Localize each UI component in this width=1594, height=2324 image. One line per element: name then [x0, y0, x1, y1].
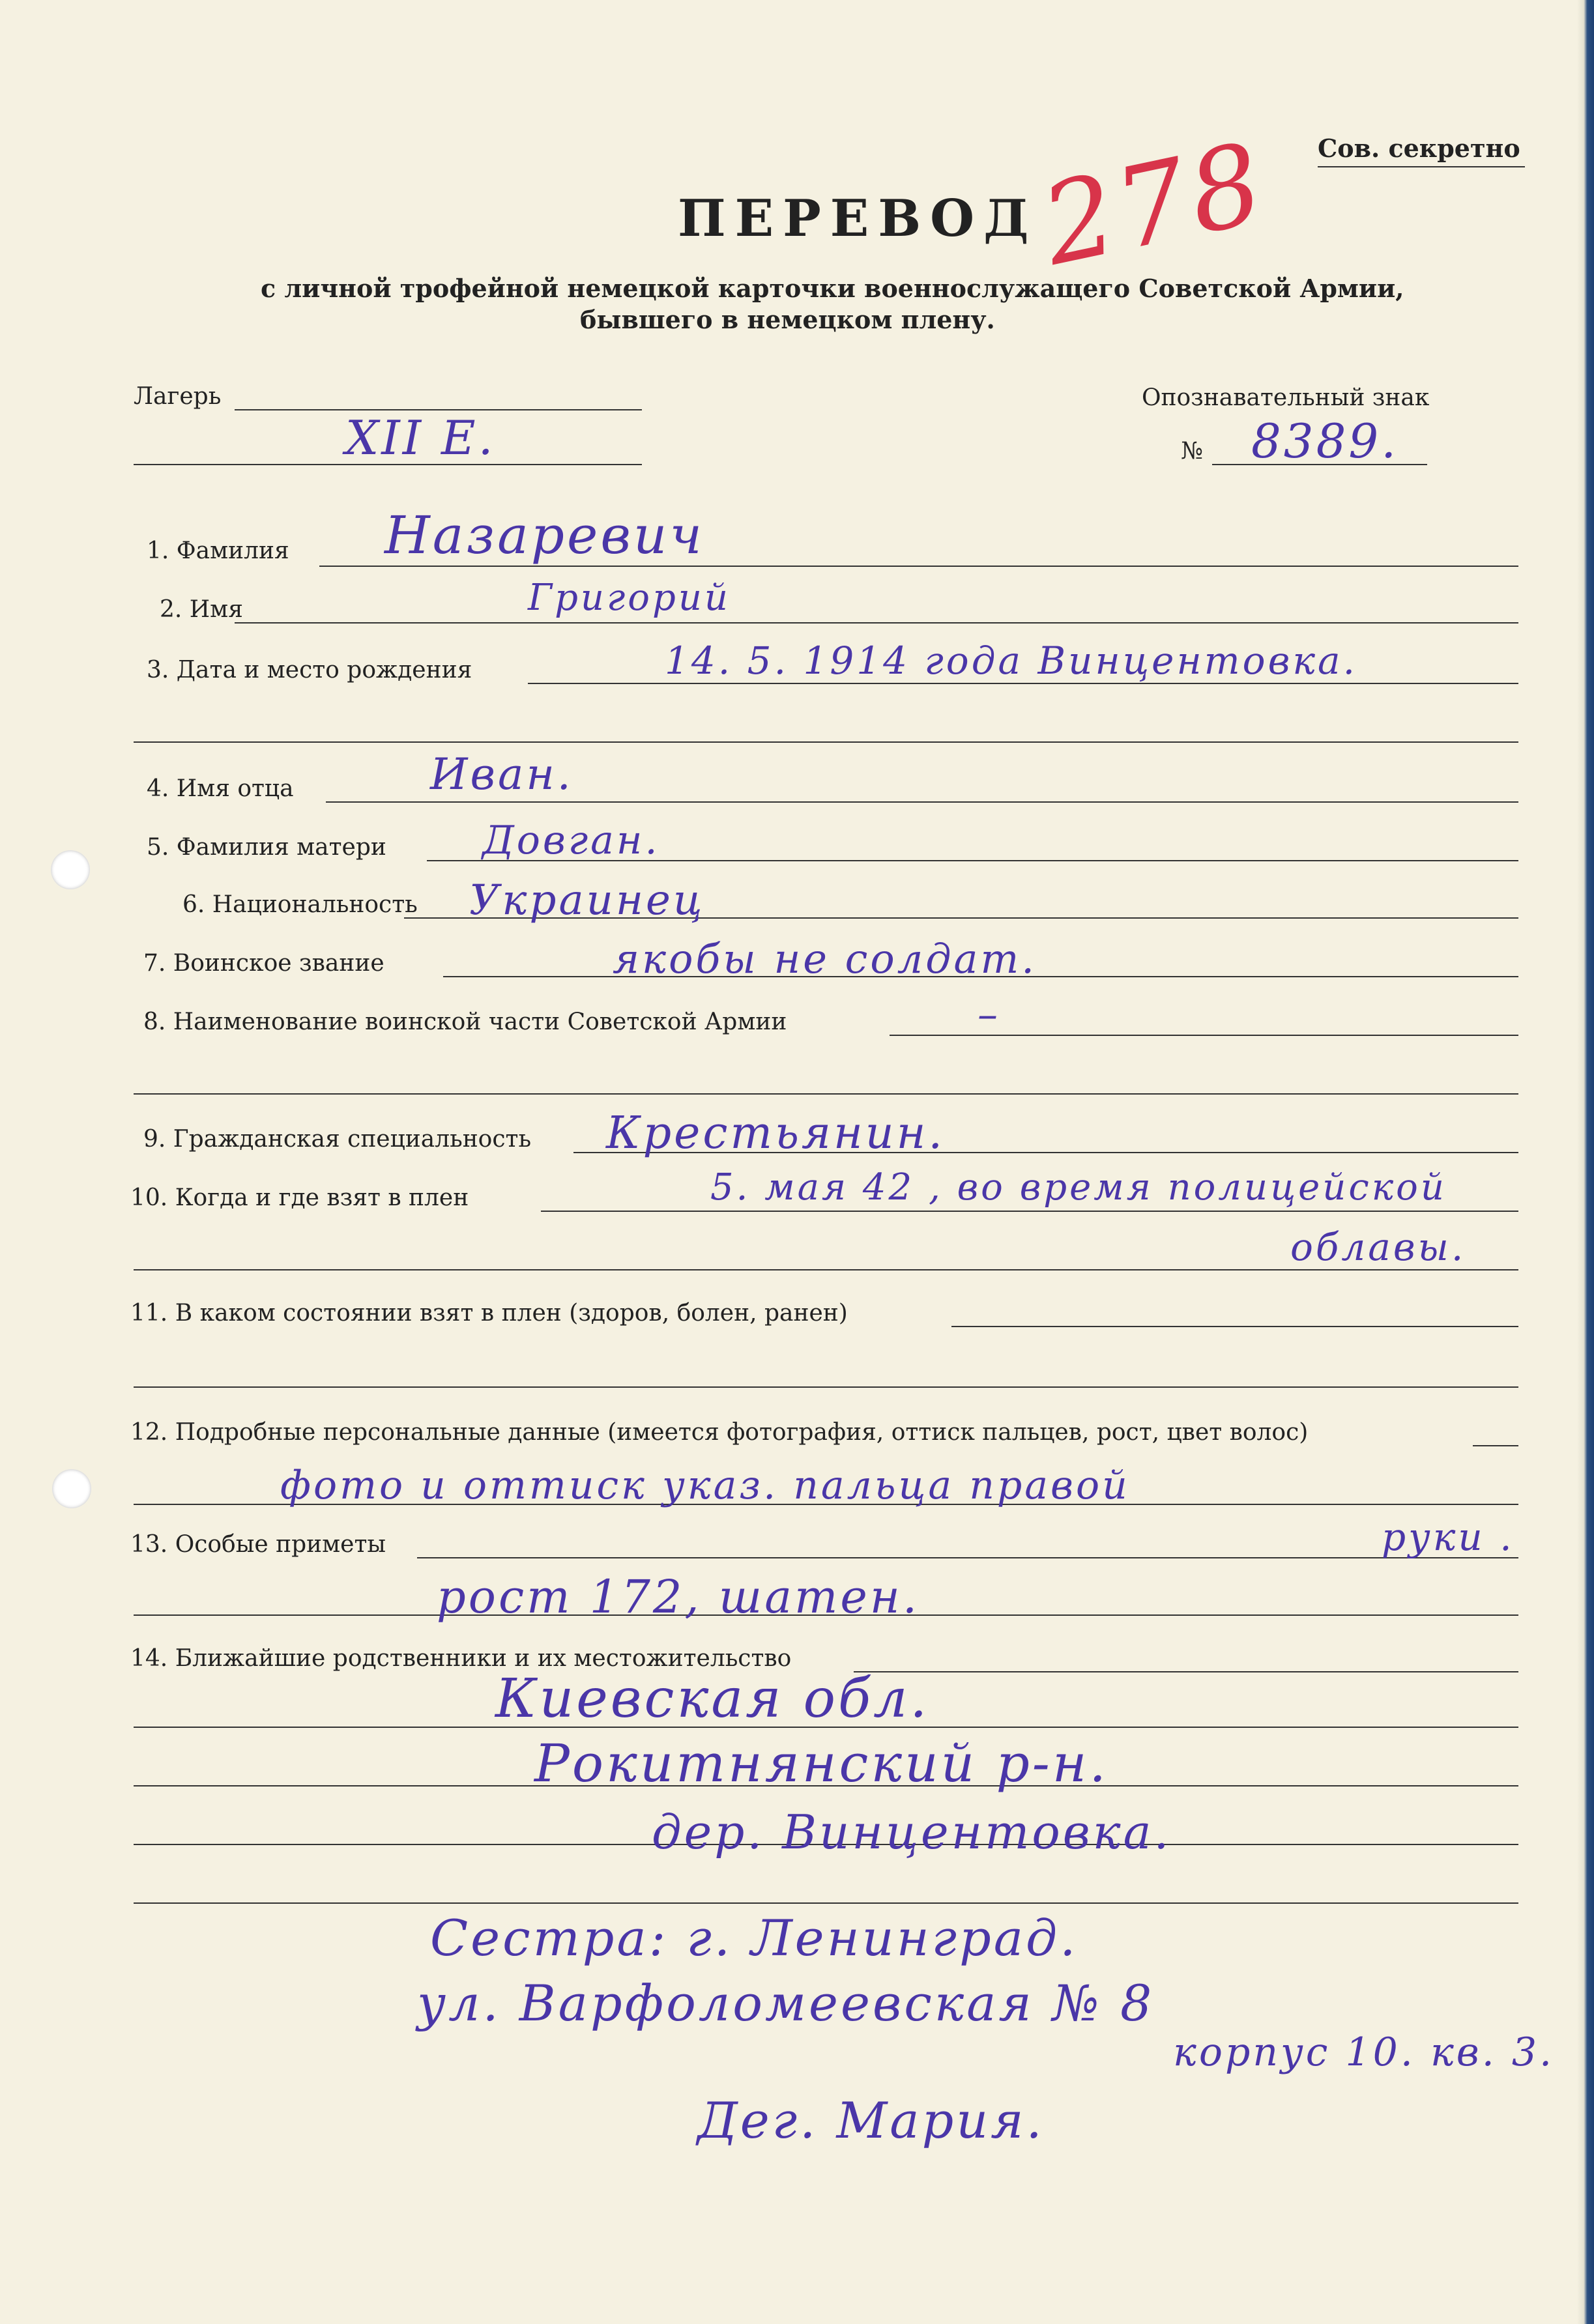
field-6-value: Украинец	[469, 876, 705, 925]
punch-hole-bottom	[52, 1469, 91, 1508]
relatives-line-7: Дег. Мария.	[697, 2091, 1045, 2149]
field-1-line	[319, 566, 1518, 567]
classification-underline	[1318, 166, 1525, 167]
field-13-value-2: рост 172, шатен.	[437, 1570, 920, 1624]
field-12-label: 12. Подробные персональные данные (имеется фотография, оттиск пальцев, рост, цвет волос)	[130, 1419, 1309, 1446]
id-mark-value: 8389.	[1251, 414, 1399, 468]
field-12-value: фото и оттиск указ. пальца правой	[280, 1463, 1130, 1508]
field-3-line	[528, 683, 1518, 684]
field-8-value: –	[978, 990, 1000, 1038]
field-2-label: 2. Имя	[160, 596, 243, 623]
field-14-line	[854, 1671, 1518, 1672]
field-14-label: 14. Ближайшие родственники и их местожительство	[130, 1645, 792, 1672]
field-10-value-2: облавы.	[1290, 1225, 1466, 1269]
relatives-line-6: корпус 10. кв. 3.	[1173, 2030, 1555, 2075]
field-6-label: 6. Национальность	[182, 891, 418, 918]
field-13-label: 13. Особые приметы	[130, 1531, 386, 1558]
classification-label: Сов. секретно	[1318, 134, 1520, 163]
field-5-value: Довган.	[482, 818, 660, 863]
document-subtitle-1: с личной трофейной немецкой карточки военнослужащего Советской Армии,	[261, 274, 1404, 303]
field-10-line	[541, 1211, 1518, 1212]
field-12-line	[1473, 1445, 1518, 1446]
field-4-label: 4. Имя отца	[147, 775, 294, 802]
relatives-line-5: ул. Варфоломеевская № 8	[417, 1974, 1155, 2032]
field-4-value: Иван.	[430, 749, 573, 799]
field-10-value-1: 5. мая 42 , во время полицейской	[710, 1166, 1447, 1209]
relatives-line-4: Сестра: г. Ленинград.	[430, 1909, 1079, 1967]
field-1-label: 1. Фамилия	[147, 538, 289, 564]
field-9-label: 9. Гражданская специальность	[143, 1126, 532, 1153]
id-mark-label: Опознавательный знак	[1142, 384, 1430, 411]
field-10-label: 10. Когда и где взят в плен	[130, 1184, 469, 1211]
field-11-line	[951, 1326, 1518, 1327]
field-4-line	[326, 801, 1518, 803]
field-13-value-right: руки .	[1382, 1515, 1514, 1559]
field-2-value: Григорий	[528, 577, 731, 619]
field-11-line-2	[134, 1386, 1518, 1388]
field-3-line-2	[134, 741, 1518, 743]
field-13-line	[417, 1557, 1518, 1558]
field-10-line-2	[134, 1269, 1518, 1270]
field-11-label: 11. В каком состоянии взят в плен (здоров, болен, ранен)	[130, 1300, 848, 1327]
field-3-value: 14. 5. 1914 года Винцентовка.	[665, 638, 1358, 683]
relatives-line-1: Киевская обл.	[495, 1668, 930, 1730]
id-mark-no-label: №	[1181, 438, 1204, 465]
field-7-value: якобы не солдат.	[613, 935, 1037, 983]
field-8-line-2	[134, 1093, 1518, 1095]
field-14-line-5	[134, 1902, 1518, 1904]
field-2-line	[235, 622, 1518, 624]
field-1-value: Назаревич	[384, 505, 705, 566]
scan-edge	[1577, 0, 1594, 2324]
punch-hole-top	[51, 850, 90, 889]
field-3-label: 3. Дата и место рождения	[147, 657, 472, 683]
field-7-label: 7. Воинское звание	[143, 950, 384, 977]
document-subtitle-2: бывшего в немецком плену.	[580, 305, 995, 334]
camp-label: Лагерь	[134, 383, 222, 410]
relatives-line-3: дер. Винцентовка.	[652, 1805, 1172, 1859]
field-9-value: Крестьянин.	[606, 1108, 945, 1159]
document-title: ПЕРЕВОД	[678, 189, 1038, 248]
field-5-label: 5. Фамилия матери	[147, 834, 386, 861]
camp-value: XII E.	[345, 410, 496, 465]
relatives-line-2: Рокитнянский р-н.	[534, 1733, 1109, 1794]
red-number-stamp: 278	[1032, 118, 1277, 291]
field-8-label: 8. Наименование воинской части Советской Армии	[143, 1009, 787, 1035]
